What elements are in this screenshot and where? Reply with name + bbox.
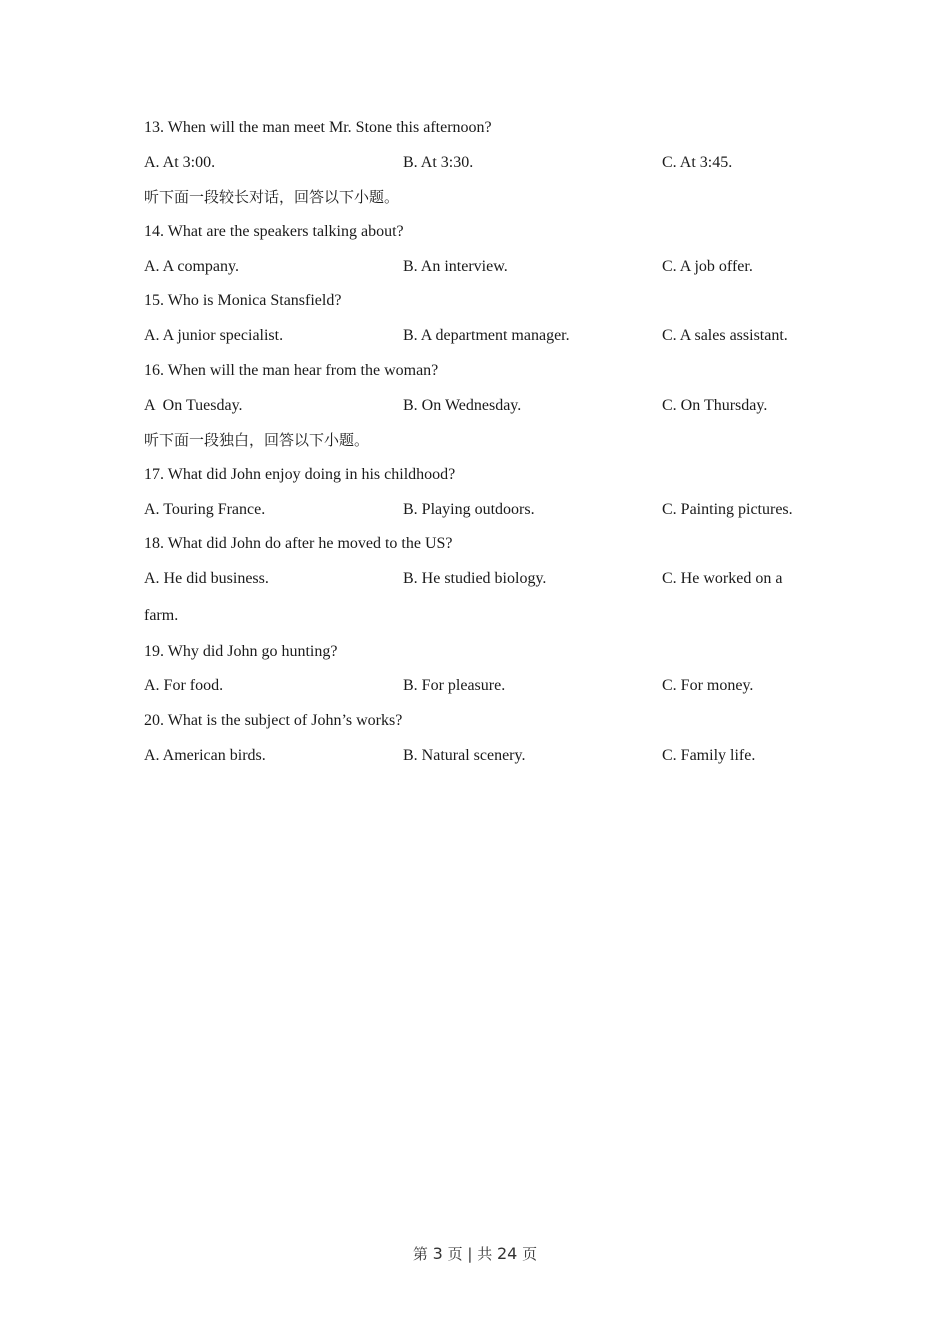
option-a: A. A junior specialist. <box>144 327 284 345</box>
option-c: C. Family life. <box>662 746 756 764</box>
options-20 <box>144 743 824 778</box>
option-c: C. On Thursday. <box>662 396 768 414</box>
question-list <box>144 115 824 777</box>
option-b: B. An interview. <box>403 257 508 275</box>
question-18: 18. What did John do after he moved to the US? <box>144 535 453 553</box>
option-c: C. At 3:45. <box>662 153 733 171</box>
option-a: A. For food. <box>144 677 224 695</box>
option-c: C. A job offer. <box>662 257 753 275</box>
option-b: B. Natural scenery. <box>403 746 526 764</box>
options-13 <box>144 150 824 185</box>
current-page-number: 3 <box>432 1244 443 1263</box>
option-c: C. A sales assistant. <box>662 327 788 345</box>
option-a: A. A company. <box>144 257 239 275</box>
footer-mid: 页 | 共 <box>447 1245 493 1263</box>
options-17 <box>144 497 824 532</box>
question-14: 14. What are the speakers talking about? <box>144 223 404 241</box>
total-page-count: 24 <box>496 1244 518 1263</box>
options-19 <box>144 673 824 708</box>
option-b: B. For pleasure. <box>403 677 506 695</box>
footer-prefix: 第 <box>412 1245 428 1263</box>
page-footer <box>0 1243 950 1264</box>
options-14 <box>144 254 824 289</box>
option-b: B. At 3:30. <box>403 153 474 171</box>
option-c: C. For money. <box>662 677 754 695</box>
footer-suffix: 页 <box>522 1245 538 1263</box>
option-a: A On Tuesday. <box>144 396 243 414</box>
options-16 <box>144 393 824 428</box>
question-13: 13. When will the man meet Mr. Stone this afternoon? <box>144 119 492 136</box>
option-c: C. He worked on a <box>662 569 783 587</box>
options-15 <box>144 323 824 358</box>
option-c: C. Painting pictures. <box>662 500 793 518</box>
option-b: B. Playing outdoors. <box>403 500 535 518</box>
question-15: 15. Who is Monica Stansfield? <box>144 292 342 310</box>
option-b: B. He studied biology. <box>403 569 547 587</box>
question-16: 16. When will the man hear from the woman? <box>144 361 439 379</box>
option-b: B. A department manager. <box>403 327 570 345</box>
option-a: A. Touring France. <box>144 500 266 518</box>
option-a: A. At 3:00. <box>144 153 216 171</box>
option-b: B. On Wednesday. <box>403 396 522 414</box>
option-a: A. American birds. <box>144 746 266 764</box>
question-17: 17. What did John enjoy doing in his childhood? <box>144 465 456 483</box>
options-18 <box>144 566 824 601</box>
question-19: 19. Why did John go hunting? <box>144 642 338 660</box>
option-c-continuation: farm. <box>144 606 179 624</box>
section-instruction: 听下面一段独白，回答以下小题。 <box>144 431 370 450</box>
option-a: A. He did business. <box>144 569 269 587</box>
question-20: 20. What is the subject of John’s works? <box>144 712 403 729</box>
section-instruction: 听下面一段较长对话，回答以下小题。 <box>144 188 400 207</box>
